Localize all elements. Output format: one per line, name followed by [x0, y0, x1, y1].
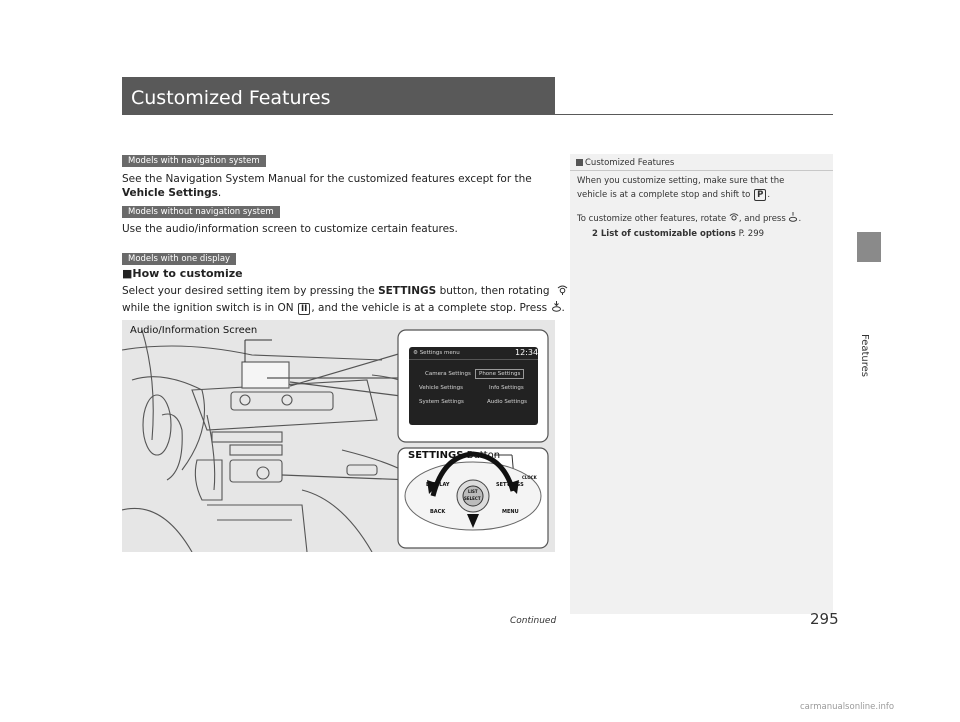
step-line2: while the ignition switch is in ON II , and the vehicle is at a complete stop. Press .: [122, 302, 565, 314]
figure-label-audio-screen: Audio/Information Screen: [130, 325, 258, 336]
title-bar: [122, 77, 555, 115]
paragraph-navigation-line1: See the Navigation System Manual for the customized features except for the: [122, 173, 532, 185]
screen-item-info: Info Settings: [489, 385, 524, 391]
continued-note: Continued: [510, 616, 557, 626]
note-bullet-icon: [576, 159, 583, 166]
sidebar-line1: When you customize setting, make sure that the: [577, 176, 785, 186]
settings-menu-screen: [409, 347, 538, 425]
dial-label-back: BACK: [430, 509, 446, 515]
dial-label-menu: MENU: [502, 509, 519, 515]
dial-label-select: SELECT: [464, 496, 481, 501]
watermark: carmanualsonline.info: [800, 702, 895, 712]
screen-clock: 12:34: [515, 348, 539, 357]
screen-item-camera: Camera Settings: [425, 371, 471, 377]
press-knob-icon: [551, 301, 562, 312]
how-to-customize-heading: ■How to customize: [122, 267, 243, 280]
sidebar-title: Customized Features: [576, 158, 674, 168]
screen-header-rule: [409, 359, 538, 360]
figure-label-settings-button: SETTINGS Button: [408, 450, 501, 461]
screen-item-audio: Audio Settings: [487, 399, 527, 405]
screen-item-phone: Phone Settings: [475, 369, 524, 379]
press-knob-icon: [788, 212, 798, 222]
step-line1: Select your desired setting item by pressing the SETTINGS button, then rotating: [122, 282, 568, 300]
sidebar-rule: [570, 170, 833, 171]
screen-header: ⚙ Settings menu: [413, 350, 460, 356]
park-key: P: [754, 189, 766, 201]
chip-models-without-navigation: Models without navigation system: [122, 206, 280, 218]
section-tab-marker: [857, 232, 881, 262]
rotate-knob-icon: [557, 284, 568, 295]
screen-item-vehicle: Vehicle Settings: [419, 385, 463, 391]
link-page-ref: P. 299: [738, 229, 765, 239]
sidebar-note: [570, 154, 833, 614]
sidebar-line3: To customize other features, rotate , and press .: [577, 214, 802, 224]
sidebar-link[interactable]: [592, 227, 764, 241]
title-rule: [555, 114, 833, 115]
dial-label-clock: CLOCK: [522, 475, 537, 480]
dial-label-settings: SETTINGS: [496, 482, 524, 488]
settings-term: SETTINGS: [378, 285, 437, 297]
section-tab-label: Features: [859, 334, 870, 377]
list-of-customizable-options-link[interactable]: List of customizable options: [600, 229, 736, 239]
chip-models-with-one-display: Models with one display: [122, 253, 236, 265]
paragraph-navigation-line2: Vehicle Settings.: [122, 187, 222, 199]
page-number: 295: [810, 610, 839, 628]
ignition-key-ii: II: [298, 303, 310, 315]
sidebar-line2: vehicle is at a complete stop and shift to P .: [577, 190, 771, 200]
rotate-knob-icon: [729, 212, 739, 222]
cross-reference-icon: 2: [592, 229, 601, 239]
paragraph-audio-screen: Use the audio/information screen to customize certain features.: [122, 223, 458, 235]
page-title: Customized Features: [131, 87, 331, 109]
screen-item-system: System Settings: [419, 399, 464, 405]
dial-label-list: LIST: [468, 489, 478, 494]
chip-models-with-navigation: Models with navigation system: [122, 155, 266, 167]
vehicle-settings-term: Vehicle Settings: [122, 187, 218, 199]
dial-label-display: DISPLAY: [426, 482, 450, 488]
